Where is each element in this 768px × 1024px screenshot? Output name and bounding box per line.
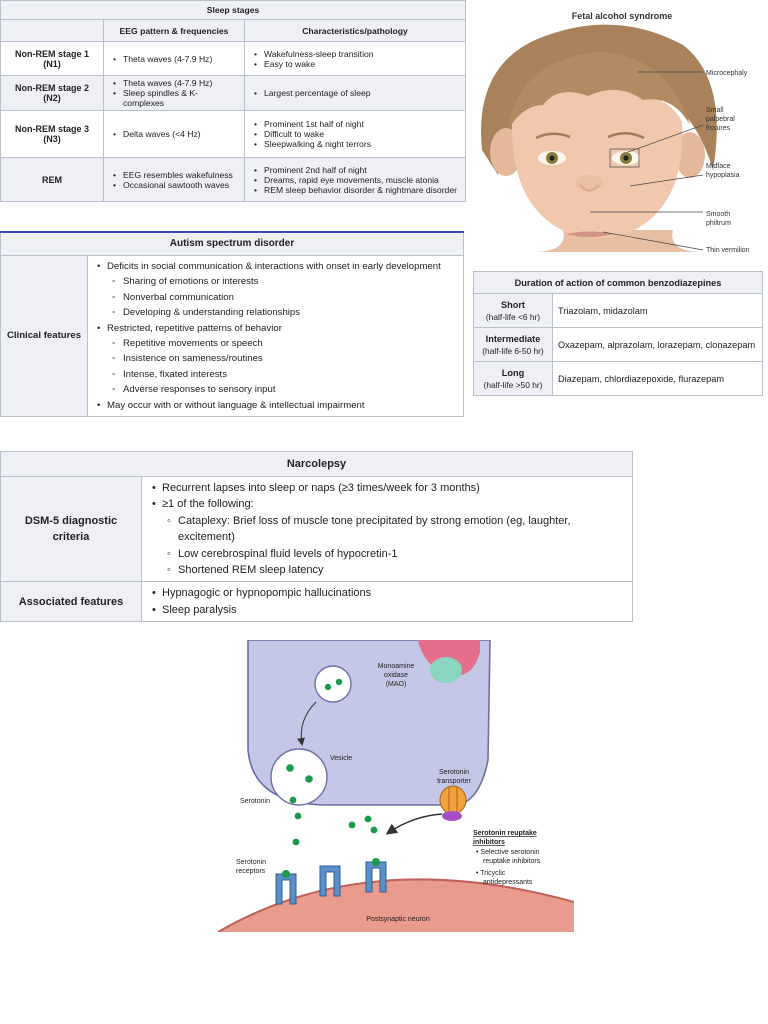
label-serotonin-transporter: Serotonin transporter [437,769,471,785]
table-row [1,158,466,202]
list-item: ◦ Shortened REM sleep latency [178,562,626,578]
sleep-eeg-cell [104,76,245,111]
label-ssri: • Selective serotonin reuptake inhibitors [476,849,541,865]
duration-half-life: (half-life >50 hr) [483,379,543,390]
nose-tip [575,175,603,191]
benzo-duration-label [474,294,553,328]
sleep-col-char: Characteristics/pathology [245,20,466,42]
list-item: • Prominent 1st half of night [264,119,460,129]
autism-row-label: Clinical features [1,256,88,417]
table-row [1,76,466,111]
serotonin-dot [305,775,313,783]
reuptake-arrow [388,814,442,833]
benzo-table-title: Duration of action of common benzodiazepines [474,272,763,294]
label-reuptake-inhibitors: Serotonin reuptake inhibitors [473,830,537,846]
duration-half-life: (half-life 6-50 hr) [482,345,544,356]
fas-title: Fetal alcohol syndrome [571,11,673,21]
label-tricyclic: • Tricyclic antidepressants [476,870,533,886]
sleep-char-cell [245,42,466,76]
label-serotonin-receptors: Serotonin receptors [236,859,266,875]
list-item: • Easy to wake [264,59,460,69]
table-row [474,362,763,396]
sleep-char-cell [245,111,466,158]
narco-criteria-cell [142,477,633,582]
list-item: • Difficult to wake [264,129,460,139]
list-item: ◦ Developing & understanding relationships [123,305,458,320]
sleep-eeg-cell [104,158,245,202]
list-item: • Occasional sawtooth waves [123,180,239,190]
benzo-drugs-cell: Diazepam, chlordiazepoxide, flurazepam [553,362,763,396]
list-item: ◦ Cataplexy: Brief loss of muscle tone precipitated by strong emotion (eg, laughter, excitement) [178,513,626,546]
label-midface-hypoplasia: Midface hypoplasia [706,163,740,179]
list-item: ◦ Intense, fixated interests [123,367,458,382]
label-smooth-philtrum: Smooth philtrum [706,211,731,227]
list-item: • Theta waves (4-7.9 Hz) [123,54,239,64]
sleep-col-eeg: EEG pattern & frequencies [104,20,245,42]
list-item: • Sleep paralysis [162,602,626,618]
sleep-stage-label: Non-REM stage 3 (N3) [1,111,104,158]
sleep-char-cell [245,158,466,202]
sleep-stages-table [0,0,466,202]
list-item: • Delta waves (<4 Hz) [123,129,239,139]
list-item: • Restricted, repetitive patterns of behavior [107,321,458,336]
label-serotonin: Serotonin [240,798,270,805]
vesicle-fusing [271,749,327,805]
sleep-eeg-cell [104,111,245,158]
list-item: • Recurrent lapses into sleep or naps (≥3 times/week for 3 months) [162,480,626,496]
benzo-drugs-cell: Oxazepam, alprazolam, lorazepam, clonazepam [553,328,763,362]
table-row [474,328,763,362]
autism-table-title: Autism spectrum disorder [1,232,464,256]
list-item: • Largest percentage of sleep [264,88,460,98]
label-palpebral-fissures: Small palpebral fissures [706,107,735,132]
list-item: • EEG resembles wakefulness [123,170,239,180]
reuptake-inhibitor-icon [442,811,462,821]
label-postsynaptic-neuron: Postsynaptic neuron [366,916,430,923]
serotonin-dot [325,684,331,690]
duration-half-life: (half-life <6 hr) [485,311,541,322]
table-row [1,256,464,417]
sleep-table-title: Sleep stages [1,1,466,20]
autism-table [0,231,464,417]
list-item: • Prominent 2nd half of night [264,165,460,175]
narco-associated-cell [142,582,633,622]
label-thin-vermilion: Thin vermilion [706,247,750,252]
list-item: • Sleep spindles & K-complexes [123,88,239,108]
sleep-stage-label: Non-REM stage 1 (N1) [1,42,104,76]
label-vesicle: Vesicle [330,755,353,762]
list-item: ◦ Repetitive movements or speech [123,336,458,351]
mao-enzyme [430,657,462,683]
table-row [1,111,466,158]
benzo-duration-label [474,328,553,362]
sleep-eeg-cell [104,42,245,76]
serotonin-synapse-diagram [218,640,574,932]
narcolepsy-table-title: Narcolepsy [1,452,633,477]
table-row [1,477,633,582]
table-row [474,294,763,328]
duration-name: Intermediate [485,333,541,344]
list-item: • Dreams, rapid eye movements, muscle atonia [264,175,460,185]
list-item: • Hypnagogic or hypnopompic hallucinations [162,585,626,601]
list-item: • May occur with or without language & intellectual impairment [107,398,458,413]
left-pupil [549,155,554,160]
narco-associated-label: Associated features [1,582,142,622]
right-pupil [623,155,628,160]
duration-name: Long [501,367,525,378]
list-item: • Deficits in social communication & interactions with onset in early development [107,259,458,274]
sleep-corner-cell [1,20,104,42]
sleep-stage-label: REM [1,158,104,202]
label-microcephaly: Microcephaly [706,70,748,77]
sleep-char-cell [245,76,466,111]
label-mao: Monoamine oxidase (MAO) [377,663,415,688]
vesicle-top [315,666,351,702]
fetal-alcohol-syndrome-figure [468,0,766,252]
list-item: ◦ Nonverbal communication [123,290,458,305]
list-item: • REM sleep behavior disorder & nightmare disorder [264,185,460,195]
autism-features-cell [88,256,464,417]
benzo-duration-label [474,362,553,396]
serotonin-transporter-icon [440,786,466,814]
duration-name: Short [501,299,525,310]
list-item: ◦ Insistence on sameness/routines [123,351,458,366]
sleep-stage-label: Non-REM stage 2 (N2) [1,76,104,111]
narcolepsy-table [0,451,633,622]
list-item: • Theta waves (4-7.9 Hz) [123,78,239,88]
benzodiazepine-table [473,271,763,396]
narco-criteria-label: DSM-5 diagnostic criteria [1,477,142,582]
list-item: • Wakefulness-sleep transition [264,49,460,59]
list-item: • ≥1 of the following: [162,496,626,512]
table-row [1,582,633,622]
serotonin-dot [286,764,294,772]
list-item: ◦ Sharing of emotions or interests [123,274,458,289]
list-item: ◦ Adverse responses to sensory input [123,382,458,397]
serotonin-dot [336,679,342,685]
benzo-drugs-cell: Triazolam, midazolam [553,294,763,328]
table-row [1,42,466,76]
list-item: ◦ Low cerebrospinal fluid levels of hypocretin-1 [178,546,626,562]
list-item: • Sleepwalking & night terrors [264,139,460,149]
